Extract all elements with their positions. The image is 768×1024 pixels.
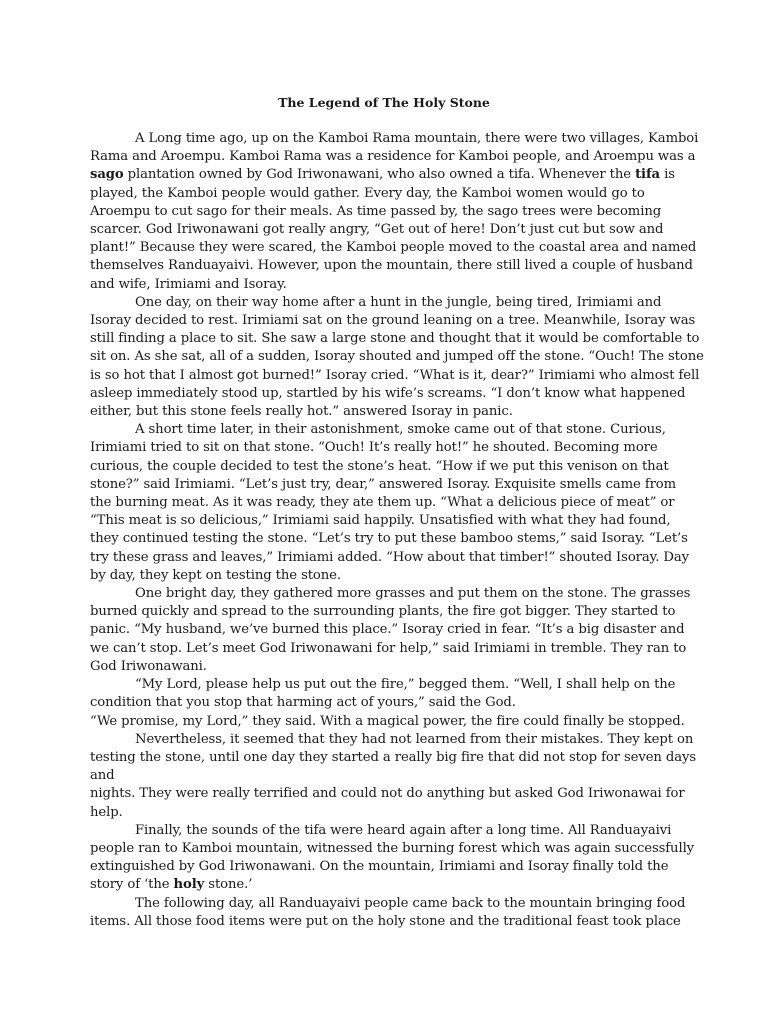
- text-line: [90, 421, 678, 439]
- text-run: items. All those food items were put on the holy stone and the traditional feast took place: [90, 913, 681, 929]
- text-line: [90, 294, 678, 312]
- text-line: [90, 348, 704, 366]
- text-run: One bright day, they gathered more grasses and put them on the stone. The grasses: [135, 586, 691, 602]
- text-run: plantation owned by God Iriwonawani, who also owned a tifa. Whenever the: [123, 167, 636, 183]
- text-line: [90, 276, 678, 294]
- paragraph: [90, 895, 686, 931]
- text-line: [90, 130, 699, 148]
- text-run: scarcer. God Iriwonawani got really angry, “Get out of here! Don’t just cut but sow and: [90, 222, 664, 238]
- text-run: played, the Kamboi people would gather. Every day, the Kamboi women would go to: [90, 185, 645, 201]
- text-run: “We promise, my Lord,” they said. With a magical power, the fire could finally be stopped.: [90, 713, 685, 729]
- text-line: [90, 713, 685, 731]
- document-title: The Legend of The Holy Stone: [278, 95, 490, 110]
- text-run: is: [659, 167, 675, 183]
- text-line: [90, 767, 678, 785]
- text-line: [90, 221, 678, 239]
- paragraph: [90, 421, 689, 585]
- text-run: “My Lord, please help us put out the fire,” begged them. “Well, I shall help on the: [135, 677, 676, 693]
- text-run: A Long time ago, up on the Kamboi Rama mountain, there were two villages, Kamboi: [135, 131, 699, 146]
- text-run: Isoray decided to rest. Irimiami sat on the ground leaning on a tree. Meanwhile, Isoray was: [90, 313, 696, 329]
- text-line: [90, 858, 678, 876]
- text-line: [90, 694, 678, 712]
- text-line: [90, 512, 678, 530]
- text-line: [90, 567, 678, 585]
- text-run: either, but this stone feels really hot.” answered Isoray in panic.: [90, 404, 513, 420]
- text-run: stone.’: [204, 877, 253, 893]
- bold-word: sago: [90, 167, 124, 183]
- text-line: [90, 148, 696, 166]
- text-run: we can’t stop. Let’s meet God Iriwonawani for help,” said Irimiami in tremble. They ran to: [90, 640, 687, 656]
- text-line: [90, 585, 691, 603]
- text-line: [90, 749, 697, 767]
- text-run: asleep immediately stood up, startled by his wife’s screams. “I don’t know what happened: [90, 385, 686, 401]
- paragraph: [90, 294, 704, 421]
- text-run: story of ‘the: [90, 877, 174, 893]
- text-run: Finally, the sounds of the tifa were heard again after a long time. All Randuayaivi: [135, 822, 672, 838]
- text-run: Irimiami tried to sit on that stone. “Ouch! It’s really hot!” he shouted. Becoming more: [90, 440, 658, 456]
- text-line: [90, 549, 689, 567]
- text-run: help.: [90, 804, 123, 820]
- text-line: [90, 476, 678, 494]
- text-run: people ran to Kamboi mountain, witnessed the burning forest which was again successfully: [90, 840, 695, 856]
- text-run: and wife, Irimiami and Isoray.: [90, 276, 287, 292]
- text-run: they continued testing the stone. “Let’s try to put these bamboo stems,” said Isoray. “Let’s: [90, 531, 688, 547]
- text-line: [90, 676, 678, 694]
- text-line: [90, 330, 700, 348]
- text-line: [90, 312, 696, 330]
- text-run: “This meat is so delicious,” Irimiami said happily. Unsatisfied with what they had found,: [90, 513, 671, 529]
- text-run: panic. “My husband, we’ve burned this place.” Isoray cried in fear. “It’s a big disaster and: [90, 622, 685, 638]
- text-run: sit on. As she sat, all of a sudden, Isoray shouted and jumped off the stone. “Ouch! The stone: [90, 349, 704, 365]
- text-line: [90, 439, 678, 457]
- text-run: One day, on their way home after a hunt in the jungle, being tired, Irimiami and: [135, 294, 662, 310]
- text-line: [90, 621, 685, 639]
- text-run: The following day, all Randuayaivi people came back to the mountain bringing food: [135, 895, 686, 911]
- text-line: [90, 403, 678, 421]
- text-run: burned quickly and spread to the surrounding plants, the fire got bigger. They started to: [90, 604, 676, 620]
- text-line: [90, 785, 685, 803]
- text-run: extinguished by God Iriwonawani. On the mountain, Irimiami and Isoray finally told the: [90, 859, 669, 875]
- text-run: condition that you stop that harming act of yours,” said the God.: [90, 695, 516, 711]
- paragraph: [90, 676, 678, 712]
- paragraph: [90, 822, 695, 895]
- text-run: Aroempu to cut sago for their meals. As time passed by, the sago trees were becoming: [90, 203, 662, 219]
- text-run: testing the stone, until one day they started a really big fire that did not stop for seven days: [90, 749, 697, 765]
- text-run: is so hot that I almost got burned!” Isoray cried. “What is it, dear?” Irimiami who almost fell: [90, 367, 700, 383]
- text-run: plant!” Because they were scared, the Kamboi people moved to the coastal area and named: [90, 240, 697, 256]
- paragraph: [90, 130, 699, 294]
- paragraph: [90, 731, 697, 786]
- paragraph: [90, 585, 691, 676]
- text-run: Rama and Aroempu. Kamboi Rama was a residence for Kamboi people, and Aroempu was a: [90, 149, 696, 165]
- bold-word: holy: [173, 877, 205, 893]
- text-line: [90, 458, 678, 476]
- text-run: nights. They were really terrified and could not do anything but asked God Iriwonawai for: [90, 786, 685, 802]
- text-line: [90, 640, 687, 658]
- text-line: [90, 239, 697, 257]
- text-line: [90, 203, 678, 221]
- paragraph: [90, 785, 685, 821]
- text-line: [90, 876, 678, 894]
- bold-word: tifa: [635, 167, 660, 183]
- text-line: [90, 603, 678, 621]
- text-line: [90, 530, 688, 548]
- text-line: [90, 257, 693, 275]
- text-line: [90, 185, 678, 203]
- text-line: [90, 367, 700, 385]
- text-line: [90, 166, 678, 184]
- text-run: still finding a place to sit. She saw a large stone and thought that it would be comfortable to: [90, 331, 700, 347]
- text-line: [90, 822, 678, 840]
- text-run: A short time later, in their astonishment, smoke came out of that stone. Curious,: [135, 422, 666, 438]
- text-line: [90, 913, 681, 931]
- paragraph: [90, 713, 685, 731]
- text-line: [90, 731, 694, 749]
- document-body: [90, 130, 704, 931]
- text-line: [90, 840, 695, 858]
- text-run: and: [90, 768, 115, 784]
- text-line: [90, 895, 686, 913]
- text-line: [90, 385, 686, 403]
- text-line: [90, 658, 678, 676]
- text-line: [90, 494, 678, 512]
- text-line: [90, 804, 678, 822]
- text-run: the burning meat. As it was ready, they ate them up. “What a delicious piece of meat” or: [90, 495, 675, 511]
- text-run: themselves Randuayaivi. However, upon the mountain, there still lived a couple of husband: [90, 258, 693, 274]
- text-run: God Iriwonawani.: [90, 658, 207, 674]
- text-run: by day, they kept on testing the stone.: [90, 567, 341, 583]
- text-run: Nevertheless, it seemed that they had not learned from their mistakes. They kept on: [135, 731, 694, 747]
- text-run: stone?” said Irimiami. “Let’s just try, dear,” answered Isoray. Exquisite smells came from: [90, 476, 677, 492]
- text-run: curious, the couple decided to test the stone’s heat. “How if we put this venison on that: [90, 458, 669, 474]
- text-run: try these grass and leaves,” Irimiami added. “How about that timber!” shouted Isoray. Day: [90, 549, 689, 565]
